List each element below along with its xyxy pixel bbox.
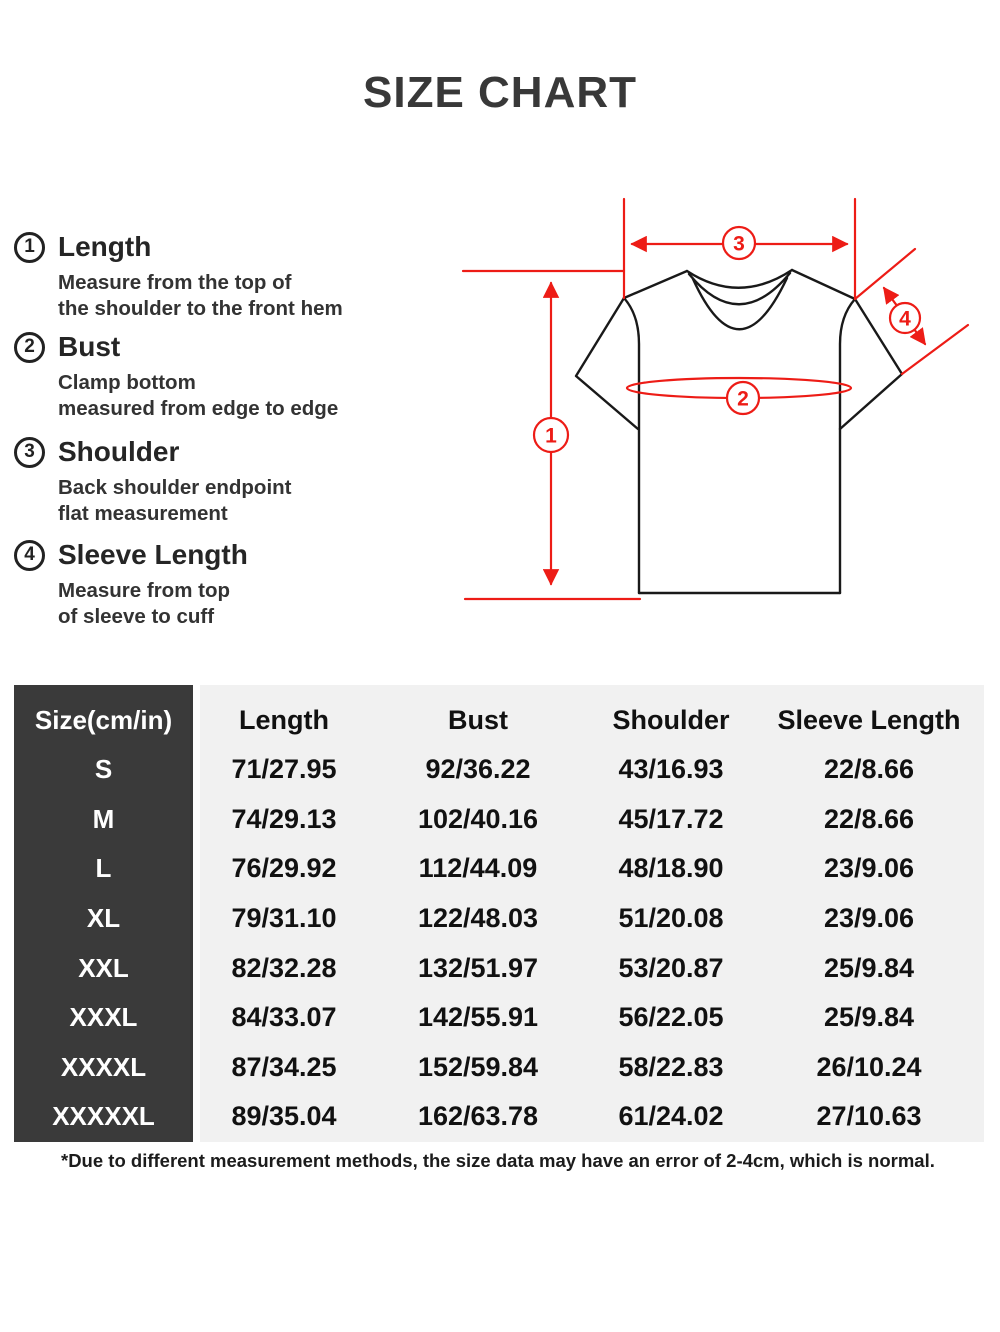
table-cell: 27/10.63 bbox=[816, 1101, 922, 1132]
legend-number-4: 4 bbox=[24, 544, 35, 565]
table-cell: 58/22.83 bbox=[618, 1051, 724, 1082]
table-cell: 26/10.24 bbox=[816, 1051, 922, 1082]
legend-desc-length-line2: the shoulder to the front hem bbox=[58, 297, 343, 320]
table-cell: 43/16.93 bbox=[618, 754, 724, 785]
size-label-xxl: XXL bbox=[78, 952, 129, 983]
legend-item-shoulder bbox=[14, 436, 434, 527]
table-cell: 122/48.03 bbox=[417, 903, 539, 934]
table-cell: 22/8.66 bbox=[823, 803, 915, 834]
table-cell: 92/36.22 bbox=[425, 754, 531, 785]
legend-label-sleeve-length: Sleeve Length bbox=[58, 539, 248, 570]
table-cell: 89/35.04 bbox=[231, 1101, 337, 1132]
legend-desc-sleeve-length bbox=[58, 578, 434, 630]
table-cell: 74/29.13 bbox=[231, 803, 337, 834]
table-cell: 142/55.91 bbox=[417, 1002, 539, 1033]
table-cell: 22/8.66 bbox=[823, 754, 915, 785]
size-label-xxxl: XXXL bbox=[69, 1002, 138, 1033]
marker-1-label: 1 bbox=[545, 424, 557, 448]
diagram-markers bbox=[534, 227, 920, 452]
legend-label-bust: Bust bbox=[58, 331, 121, 362]
legend-number-3-icon bbox=[14, 437, 45, 468]
legend-desc-sleeve-length-line1: Measure from top bbox=[58, 579, 230, 602]
table-cell: 25/9.84 bbox=[823, 1002, 915, 1033]
table-cell: 48/18.90 bbox=[618, 853, 724, 884]
table-cell: 23/9.06 bbox=[823, 853, 915, 884]
measurement-lines bbox=[463, 199, 968, 599]
table-cell: 51/20.08 bbox=[618, 903, 724, 934]
size-label-l: L bbox=[95, 853, 112, 884]
legend-number-4-icon bbox=[14, 540, 45, 571]
legend-desc-shoulder bbox=[58, 475, 434, 527]
size-table bbox=[14, 685, 984, 1142]
table-cell: 76/29.92 bbox=[231, 853, 337, 884]
table-cell: 102/40.16 bbox=[417, 803, 539, 834]
legend-desc-shoulder-line2: flat measurement bbox=[58, 502, 228, 525]
legend-desc-length bbox=[58, 270, 434, 322]
legend-number-2-icon bbox=[14, 332, 45, 363]
legend-number-2: 2 bbox=[24, 336, 35, 357]
table-cell: 112/44.09 bbox=[418, 853, 538, 884]
tshirt-outline bbox=[576, 270, 902, 593]
column-header-shoulder: Shoulder bbox=[612, 704, 730, 735]
size-column-header: Size(cm/in) bbox=[34, 704, 173, 735]
table-cell: 61/24.02 bbox=[618, 1101, 724, 1132]
table-cell: 82/32.28 bbox=[231, 952, 337, 983]
legend-item-sleeve-length bbox=[14, 539, 434, 630]
table-cell: 23/9.06 bbox=[823, 903, 915, 934]
marker-3-label: 3 bbox=[733, 232, 745, 256]
measurements-grid bbox=[200, 685, 984, 1142]
column-header-bust: Bust bbox=[448, 704, 508, 735]
table-cell: 84/33.07 bbox=[231, 1002, 337, 1033]
table-cell: 53/20.87 bbox=[618, 952, 724, 983]
tshirt-measurement-diagram bbox=[440, 180, 1000, 630]
legend-desc-sleeve-length-line2: of sleeve to cuff bbox=[58, 605, 215, 628]
legend-number-1: 1 bbox=[24, 236, 35, 257]
size-label-s: S bbox=[94, 754, 113, 785]
column-header-sleeve-length: Sleeve Length bbox=[777, 704, 961, 735]
table-cell: 79/31.10 bbox=[231, 903, 337, 934]
table-cell: 152/59.84 bbox=[417, 1051, 539, 1082]
size-label-m: M bbox=[92, 803, 115, 834]
legend-item-bust bbox=[14, 331, 434, 422]
legend-number-1-icon bbox=[14, 232, 45, 263]
table-cell: 45/17.72 bbox=[618, 803, 724, 834]
marker-2-label: 2 bbox=[737, 387, 749, 411]
marker-4-label: 4 bbox=[899, 307, 911, 331]
legend-desc-bust-line1: Clamp bottom bbox=[58, 371, 196, 394]
table-cell: 56/22.05 bbox=[618, 1002, 724, 1033]
legend-label-shoulder: Shoulder bbox=[58, 436, 180, 467]
legend-desc-length-line1: Measure from the top of bbox=[58, 271, 292, 294]
table-cell: 25/9.84 bbox=[823, 952, 915, 983]
size-label-xl: XL bbox=[86, 903, 121, 934]
legend-label-length: Length bbox=[58, 231, 152, 262]
size-label-xxxxxl: XXXXXL bbox=[52, 1101, 155, 1132]
size-label-xxxxl: XXXXL bbox=[60, 1051, 147, 1082]
legend-desc-bust-line2: measured from edge to edge bbox=[58, 397, 339, 420]
column-header-length: Length bbox=[239, 704, 329, 735]
legend-desc-shoulder-line1: Back shoulder endpoint bbox=[58, 476, 292, 499]
sleeve-rail-top bbox=[855, 249, 915, 299]
measurement-disclaimer: *Due to different measurement methods, the size data may have an error of 2-4cm, which is normal. bbox=[61, 1150, 935, 1171]
table-cell: 71/27.95 bbox=[231, 754, 337, 785]
legend-item-length bbox=[14, 231, 434, 322]
table-cell: 132/51.97 bbox=[417, 952, 539, 983]
legend-number-3: 3 bbox=[24, 441, 35, 462]
size-column bbox=[14, 685, 193, 1142]
legend-desc-bust bbox=[58, 370, 434, 422]
page-title: SIZE CHART bbox=[363, 68, 637, 117]
table-cell: 162/63.78 bbox=[417, 1101, 539, 1132]
table-cell: 87/34.25 bbox=[231, 1051, 337, 1082]
